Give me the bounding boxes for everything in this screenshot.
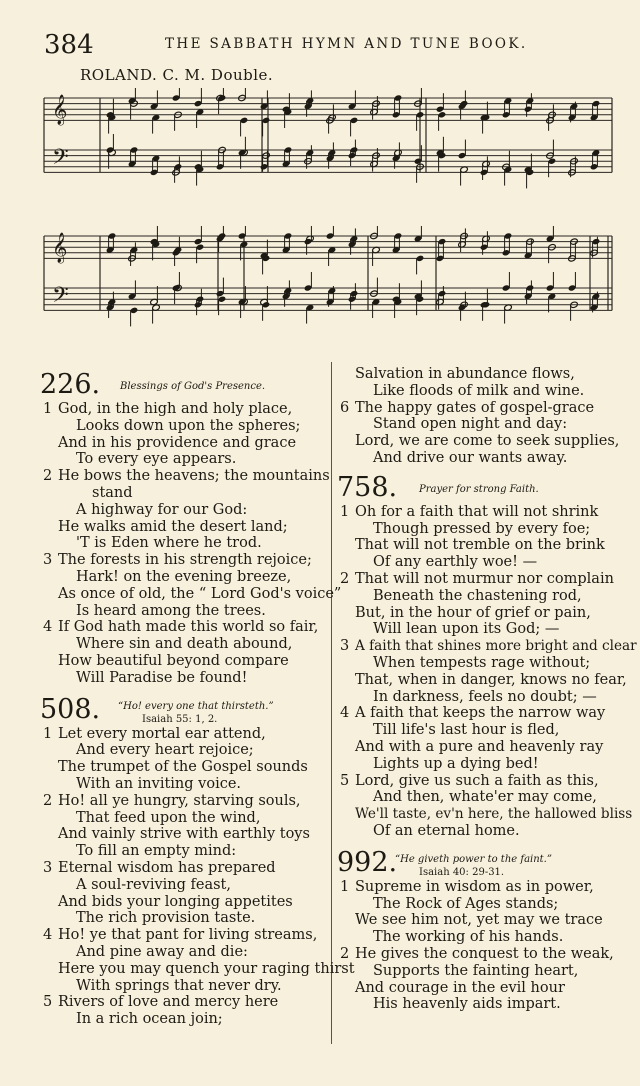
stanza — [40, 860, 328, 927]
stanza-number: 3 — [340, 638, 350, 655]
verse-line: And every heart rejoice; — [76, 742, 254, 759]
verse-line: To fill an empty mind: — [76, 843, 237, 860]
stanza-number: 2 — [43, 792, 53, 809]
verse-line: The Rock of Ages stands; — [373, 895, 559, 912]
verse-line: How beautiful beyond compare — [58, 652, 289, 669]
verse-line: With an inviting voice. — [76, 775, 242, 792]
hymn-header — [40, 369, 328, 400]
verse-line: Ho! all ye hungry, starving souls, — [58, 792, 301, 809]
left-column — [40, 366, 355, 1028]
stanza-number: 5 — [43, 994, 53, 1011]
verse-line: A faith that keeps the narrow way — [355, 705, 606, 722]
verse-line: The trumpet of the Gospel sounds — [58, 759, 308, 776]
verse-line: Ho! ye that pant for living streams, — [58, 927, 318, 944]
hymn-number: 758. — [337, 471, 398, 503]
hymn-508 — [40, 693, 355, 1028]
hymn-subject: “He giveth power to the faint.” — [395, 853, 552, 865]
verse-line: Beneath the chastening rod, — [373, 587, 582, 604]
stanza — [337, 571, 622, 638]
stanza-continued — [337, 366, 622, 400]
verse-line: Is heard among the trees. — [76, 602, 266, 619]
stanza — [40, 726, 328, 793]
column-divider — [331, 362, 332, 1044]
verse-line: When tempests rage without; — [373, 654, 591, 671]
stanza — [40, 468, 328, 552]
right-column — [337, 366, 637, 1013]
verse-line: And drive our wants away. — [373, 449, 568, 466]
stanza — [337, 705, 622, 772]
hymn-header — [337, 846, 622, 878]
verse-line: That will not murmur nor complain — [355, 570, 614, 587]
verse-line: Till life's last hour is fled, — [373, 722, 560, 739]
stanza — [40, 793, 328, 860]
music-system-2 — [0, 226, 640, 336]
verse-line: Stand open night and day: — [373, 416, 568, 433]
verse-line: And courage in the evil hour — [355, 979, 565, 996]
page-number: 384 — [44, 30, 94, 60]
stanza — [40, 927, 355, 994]
verse-line: God, in the high and holy place, — [58, 401, 293, 417]
verse-line: But, in the hour of grief or pain, — [355, 604, 591, 621]
verse-line: And bids your longing appetites — [58, 893, 293, 910]
stanza-number: 2 — [43, 468, 53, 485]
hymn-758 — [337, 471, 637, 840]
stanza — [337, 638, 637, 705]
hymn-subject: Blessings of God's Presence. — [120, 381, 266, 392]
music-system-1 — [0, 88, 640, 198]
hymn-number: 992. — [337, 846, 398, 878]
verse-line: We'll taste, ev'n here, the hallowed bliss — [355, 806, 633, 823]
clef-icon: 𝄞 — [52, 95, 68, 125]
stanza-number: 1 — [340, 878, 350, 895]
stanza-number: 4 — [340, 705, 350, 722]
hymn-226 — [40, 369, 342, 687]
verse-line: Will lean upon its God; — — [373, 621, 560, 638]
verse-line: In a rich ocean join; — [76, 1011, 223, 1028]
verse-line: Where sin and death abound, — [76, 636, 293, 653]
verse-line: stand — [92, 484, 133, 501]
verse-line: Looks down upon the spheres; — [76, 417, 301, 434]
stanza-number: 4 — [43, 619, 53, 636]
verse-line: As once of old, the “ Lord God's voice” — [58, 585, 342, 602]
verse-line: 'T is Eden where he trod. — [76, 535, 262, 552]
verse-line: And vainly strive with earthly toys — [58, 826, 310, 843]
verse-line: Though pressed by every foe; — [373, 520, 591, 537]
verse-line: The happy gates of gospel-grace — [355, 399, 595, 416]
tune-heading: ROLAND. C. M. Double. — [80, 66, 274, 84]
verse-line: Eternal wisdom has prepared — [58, 859, 276, 876]
hymn-reference: Isaiah 40: 29-31. — [419, 866, 505, 878]
stanza-number: 6 — [340, 399, 350, 416]
verse-line: Lord, give us such a faith as this, — [355, 772, 599, 789]
clef-icon: 𝄢 — [52, 283, 69, 313]
verse-line: That feed upon the wind, — [76, 809, 261, 826]
stanza-number: 1 — [43, 725, 53, 742]
verse-line: He bows the heavens; the mountains — [58, 468, 330, 485]
verse-line: A soul-reviving feast, — [76, 876, 231, 893]
hymn-subject: Prayer for strong Faith. — [419, 483, 539, 495]
verse-line: And with a pure and heavenly ray — [355, 738, 604, 755]
verse-line: The forests in his strength rejoice; — [58, 552, 312, 569]
stanza — [40, 994, 328, 1028]
verse-line: Hark! on the evening breeze, — [76, 568, 292, 585]
hymn-header — [337, 471, 622, 503]
hymn-number: 226. — [40, 369, 101, 400]
stanza — [337, 946, 622, 1013]
stanza-number: 3 — [43, 552, 53, 569]
verse-line: Oh for a faith that will not shrink — [355, 503, 599, 520]
hymn-number: 508. — [40, 693, 101, 725]
verse-line: If God hath made this world so fair, — [58, 619, 319, 636]
verse-line: We see him not, yet may we trace — [355, 912, 603, 929]
verse-line: Supports the fainting heart, — [373, 962, 579, 979]
verse-line: He gives the conquest to the weak, — [355, 945, 614, 962]
stanza-number: 4 — [43, 927, 53, 944]
hymn-subject: “Ho! every one that thirsteth.” — [118, 700, 274, 712]
verse-line: Salvation in abundance flows, — [355, 366, 575, 382]
hymn-header — [40, 693, 328, 725]
stanza-number: 3 — [43, 859, 53, 876]
verse-line: A highway for our God: — [76, 501, 248, 518]
verse-line: Supreme in wisdom as in power, — [355, 878, 594, 895]
verse-line: His heavenly aids impart. — [373, 996, 561, 1013]
verse-line: Rivers of love and mercy here — [58, 994, 279, 1011]
stanza-number: 1 — [43, 401, 53, 417]
stanza — [337, 400, 622, 467]
verse-line: Let every mortal ear attend, — [58, 725, 266, 742]
verse-line: That, when in danger, knows no fear, — [355, 671, 627, 688]
verse-line: Lord, we are come to seek supplies, — [355, 433, 620, 450]
verse-line: A faith that shines more bright and clear — [355, 638, 637, 655]
verse-line: Lights up a dying bed! — [373, 755, 539, 772]
running-title: THE SABBATH HYMN AND TUNE BOOK. — [165, 36, 528, 52]
stanza — [337, 879, 622, 946]
verse-line: The working of his hands. — [373, 929, 564, 946]
stanza-number: 1 — [340, 503, 350, 520]
stanza — [337, 504, 622, 571]
verse-line: With springs that never dry. — [76, 977, 282, 994]
verse-line: Will Paradise be found! — [76, 669, 248, 686]
verse-line: Like floods of milk and wine. — [373, 382, 585, 399]
stanza-number: 2 — [340, 570, 350, 587]
verse-line: The rich provision taste. — [76, 910, 256, 927]
verse-line: That will not tremble on the brink — [355, 537, 605, 554]
verse-line: Here you may quench your raging thirst — [58, 960, 355, 977]
verse-line: To every eye appears. — [76, 451, 237, 468]
stanza — [40, 401, 328, 468]
stanza — [40, 619, 328, 686]
verse-line: He walks amid the desert land; — [58, 518, 288, 535]
verse-line: And then, whate'er may come, — [373, 789, 597, 806]
stanza-number: 2 — [340, 945, 350, 962]
verse-line: And pine away and die: — [76, 943, 248, 960]
clef-icon: 𝄞 — [52, 233, 68, 263]
verse-line: In darkness, feels no doubt; — — [373, 688, 597, 705]
hymn-reference: Isaiah 55: 1, 2. — [142, 713, 218, 725]
stanza — [337, 772, 633, 840]
stanza — [40, 552, 342, 619]
verse-line: Of an eternal home. — [373, 822, 520, 839]
hymn-992 — [337, 846, 622, 1013]
stanza-number: 5 — [340, 772, 350, 789]
verse-line: Of any earthly woe! — — [373, 554, 538, 571]
verse-line: And in his providence and grace — [58, 434, 297, 451]
clef-icon: 𝄢 — [52, 145, 69, 175]
